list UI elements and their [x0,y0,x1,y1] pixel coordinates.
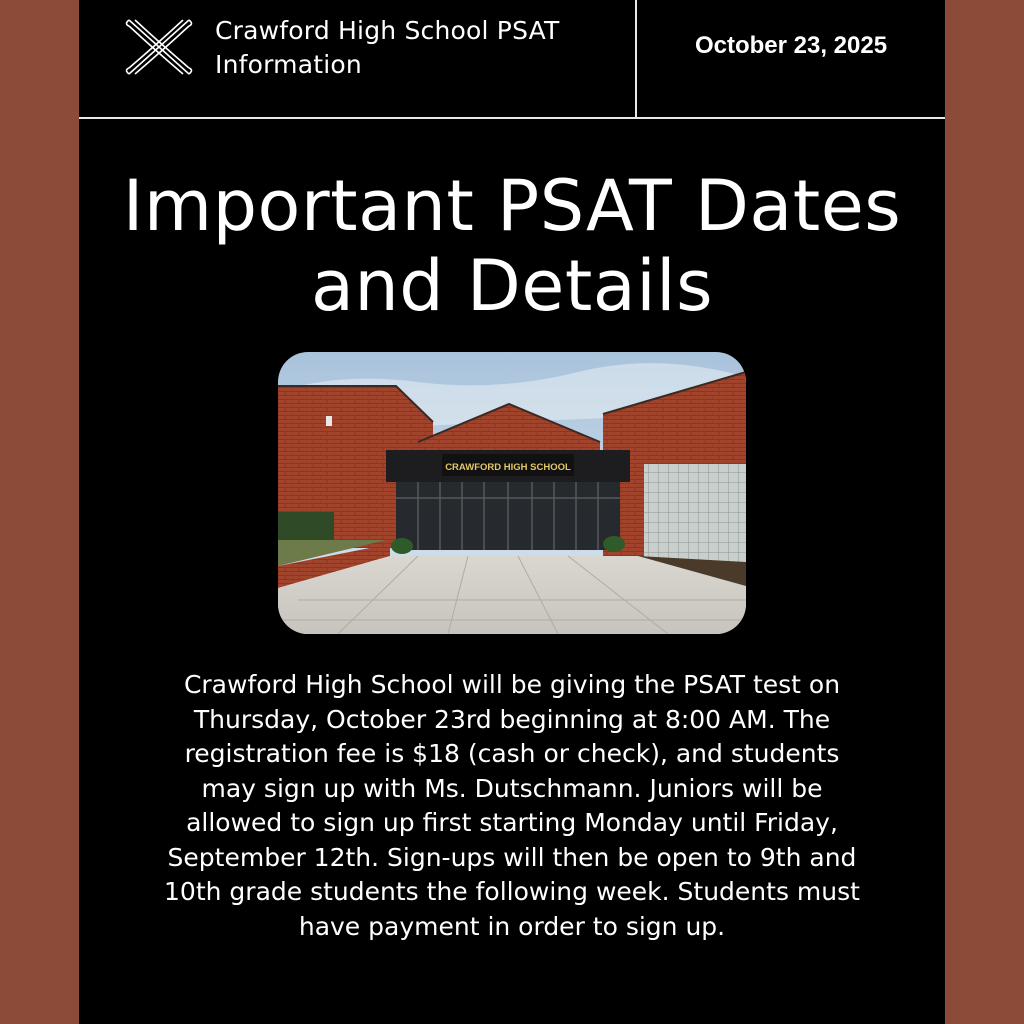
header-title: Crawford High School PSAT Information [215,16,560,79]
interlaced-x-logo-icon [123,16,195,78]
building-sign: CRAWFORD HIGH SCHOOL [445,462,571,473]
flyer-panel [79,0,945,1024]
header-rule [79,117,945,119]
header-date: October 23, 2025 [694,32,888,59]
school-entrance-photo [278,352,746,634]
header [79,0,945,118]
body-text: Crawford High School will be giving the PSAT test on Thursday, October 23rd beginning at 8:00 AM. The registration fee is $18 (cash or check), and students may sign up with Ms. Dutschmann. Juniors will be allowed to sign up first starting Monday until Friday, September 12th. Sign-ups will then be open to 9th and 10th grade students the following week. Students must have payment in order to sign up. [164,670,860,941]
headline: Important PSAT Dates and Details [122,165,902,327]
